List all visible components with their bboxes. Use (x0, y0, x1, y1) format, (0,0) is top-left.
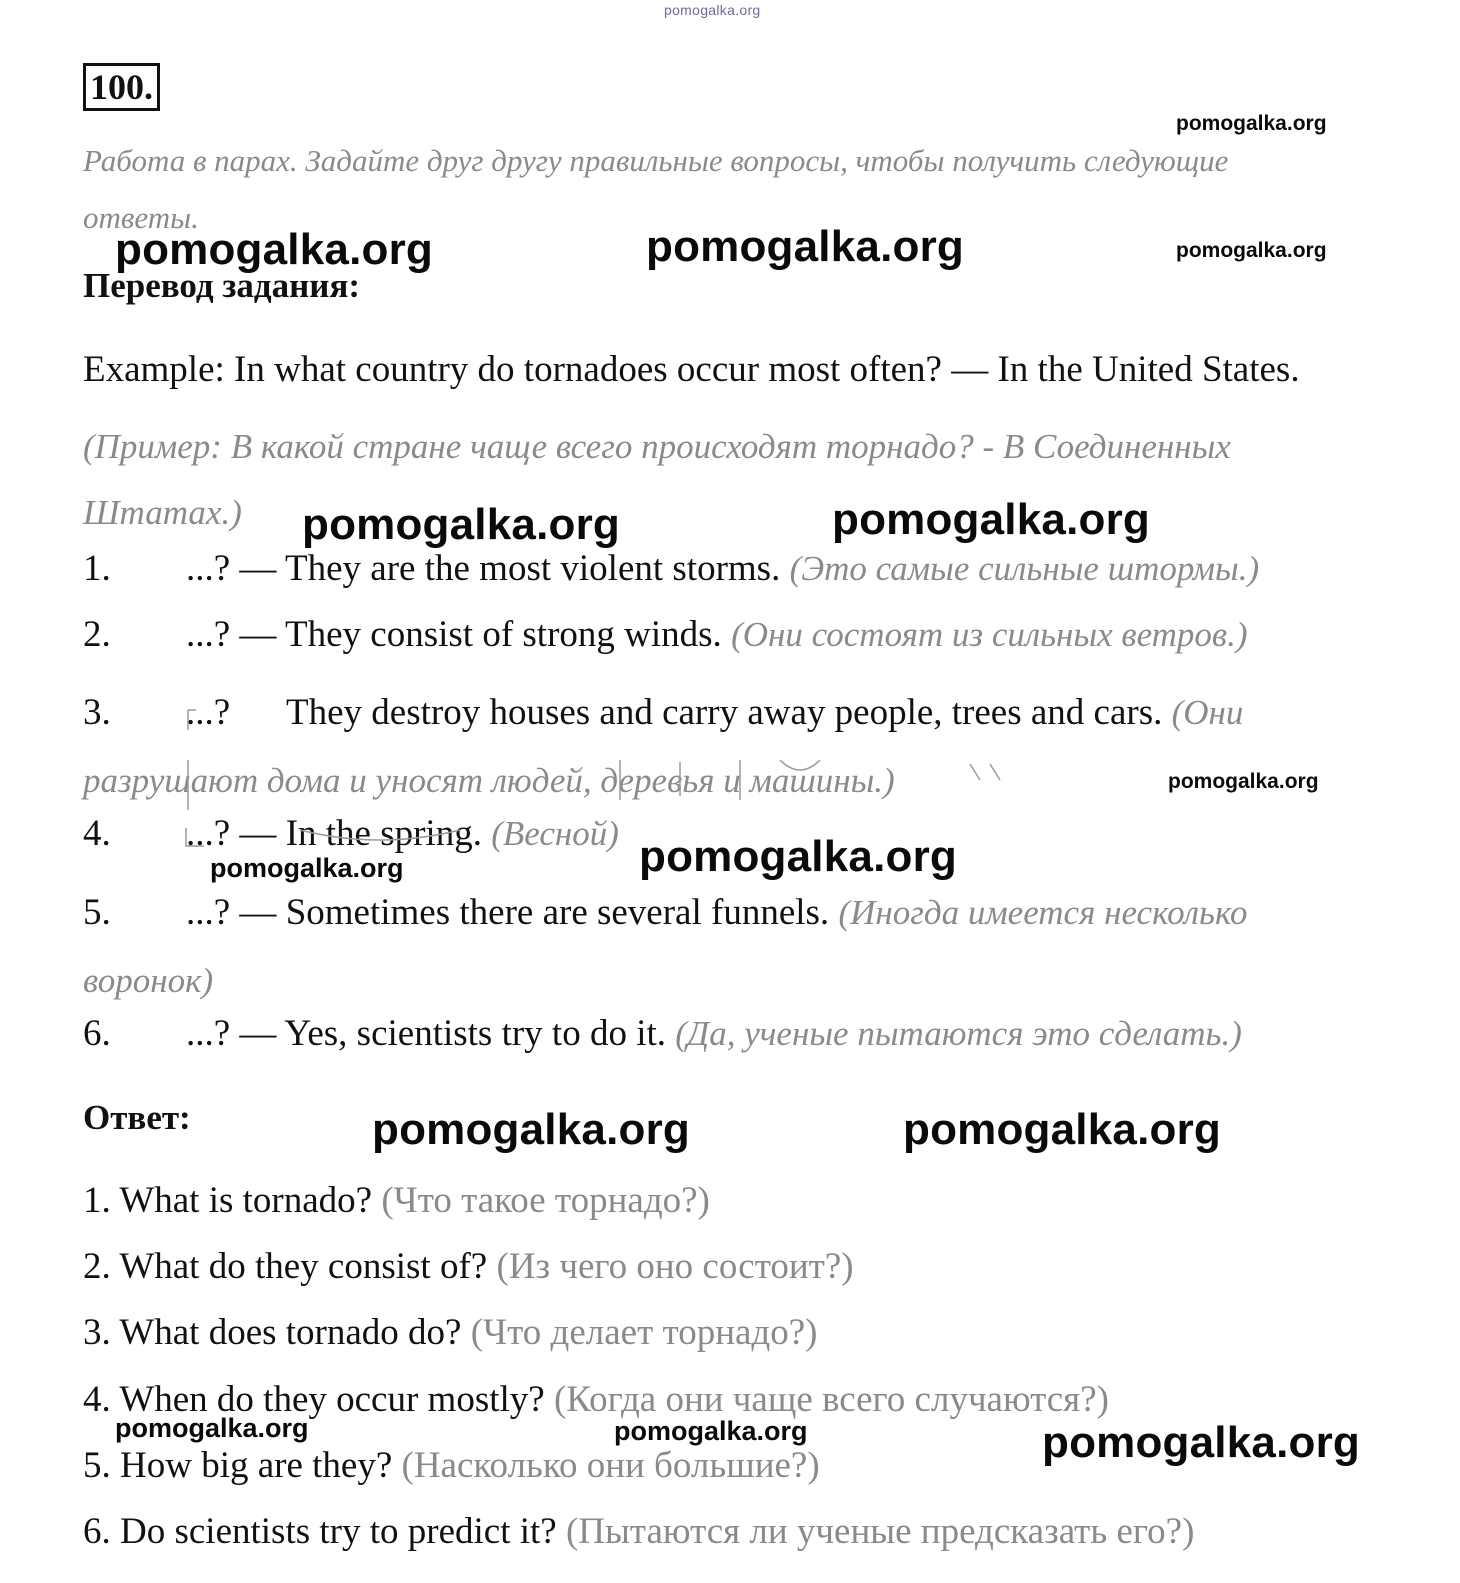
translation-heading: Перевод задания: (83, 266, 361, 305)
task-instruction: Работа в парах. Задайте друг другу правильные вопросы, чтобы получить следующие ответы. (83, 143, 1229, 235)
watermark: pomogalka.org (646, 222, 964, 271)
watermark: pomogalka.org (639, 832, 957, 881)
answer-item-4: 4. When do they occur mostly? (Когда они чаще всего случаются?) (83, 1379, 1109, 1420)
watermark: pomogalka.org (1176, 112, 1327, 135)
watermark: pomogalka.org (210, 853, 404, 883)
watermark: pomogalka.org (1176, 239, 1327, 262)
answer-item-5: 5. How big are they? (Насколько они большие?) (83, 1445, 820, 1486)
answer-item-1: 1. What is tornado? (Что такое торнадо?) (83, 1180, 710, 1221)
top-watermark: pomogalka.org (664, 2, 761, 18)
task-item-4: 4. ...? — In the spring. (Весной) (83, 813, 619, 854)
watermark: pomogalka.org (1042, 1418, 1360, 1467)
watermark: pomogalka.org (614, 1416, 808, 1446)
task-item-6: 6. ...? — Yes, scientists try to do it. (Да, ученые пытаются это сделать.) (83, 1013, 1242, 1054)
watermark: pomogalka.org (302, 500, 620, 549)
task-item-1: 1. ...? — They are the most violent storms. (Это самые сильные штормы.) (83, 548, 1260, 589)
task-number: 100. (83, 63, 160, 111)
watermark: pomogalka.org (832, 495, 1150, 544)
watermark: pomogalka.org (115, 225, 433, 274)
example-ru: (Пример: В какой стране чаще всего происходят торнадо? - В Соединенных Штатах.) (83, 427, 1231, 532)
task-item-2: 2. ...? — They consist of strong winds. (Они состоят из сильных ветров.) (83, 614, 1248, 655)
example-en: Example: In what country do tornadoes occur most often? — In the United States. (83, 349, 1300, 390)
answer-item-3: 3. What does tornado do? (Что делает торнадо?) (83, 1312, 818, 1353)
task-item-5: 5. ...? — Sometimes there are several funnels. (Иногда имеется несколько воронок) (83, 892, 1248, 1000)
watermark: pomogalka.org (115, 1413, 309, 1443)
answer-heading: Ответ: (83, 1098, 191, 1137)
watermark: pomogalka.org (903, 1105, 1221, 1154)
answer-item-2: 2. What do they consist of? (Из чего оно состоит?) (83, 1246, 854, 1287)
task-item-3: 3. ...? They destroy houses and carry away people, trees and cars. (Они разрушают дома и уносят людей, деревья и машины.) (83, 692, 1244, 800)
watermark: pomogalka.org (1168, 770, 1319, 793)
watermark: pomogalka.org (372, 1105, 690, 1154)
answer-item-6: 6. Do scientists try to predict it? (Пытаются ли ученые предсказать его?) (83, 1511, 1195, 1552)
